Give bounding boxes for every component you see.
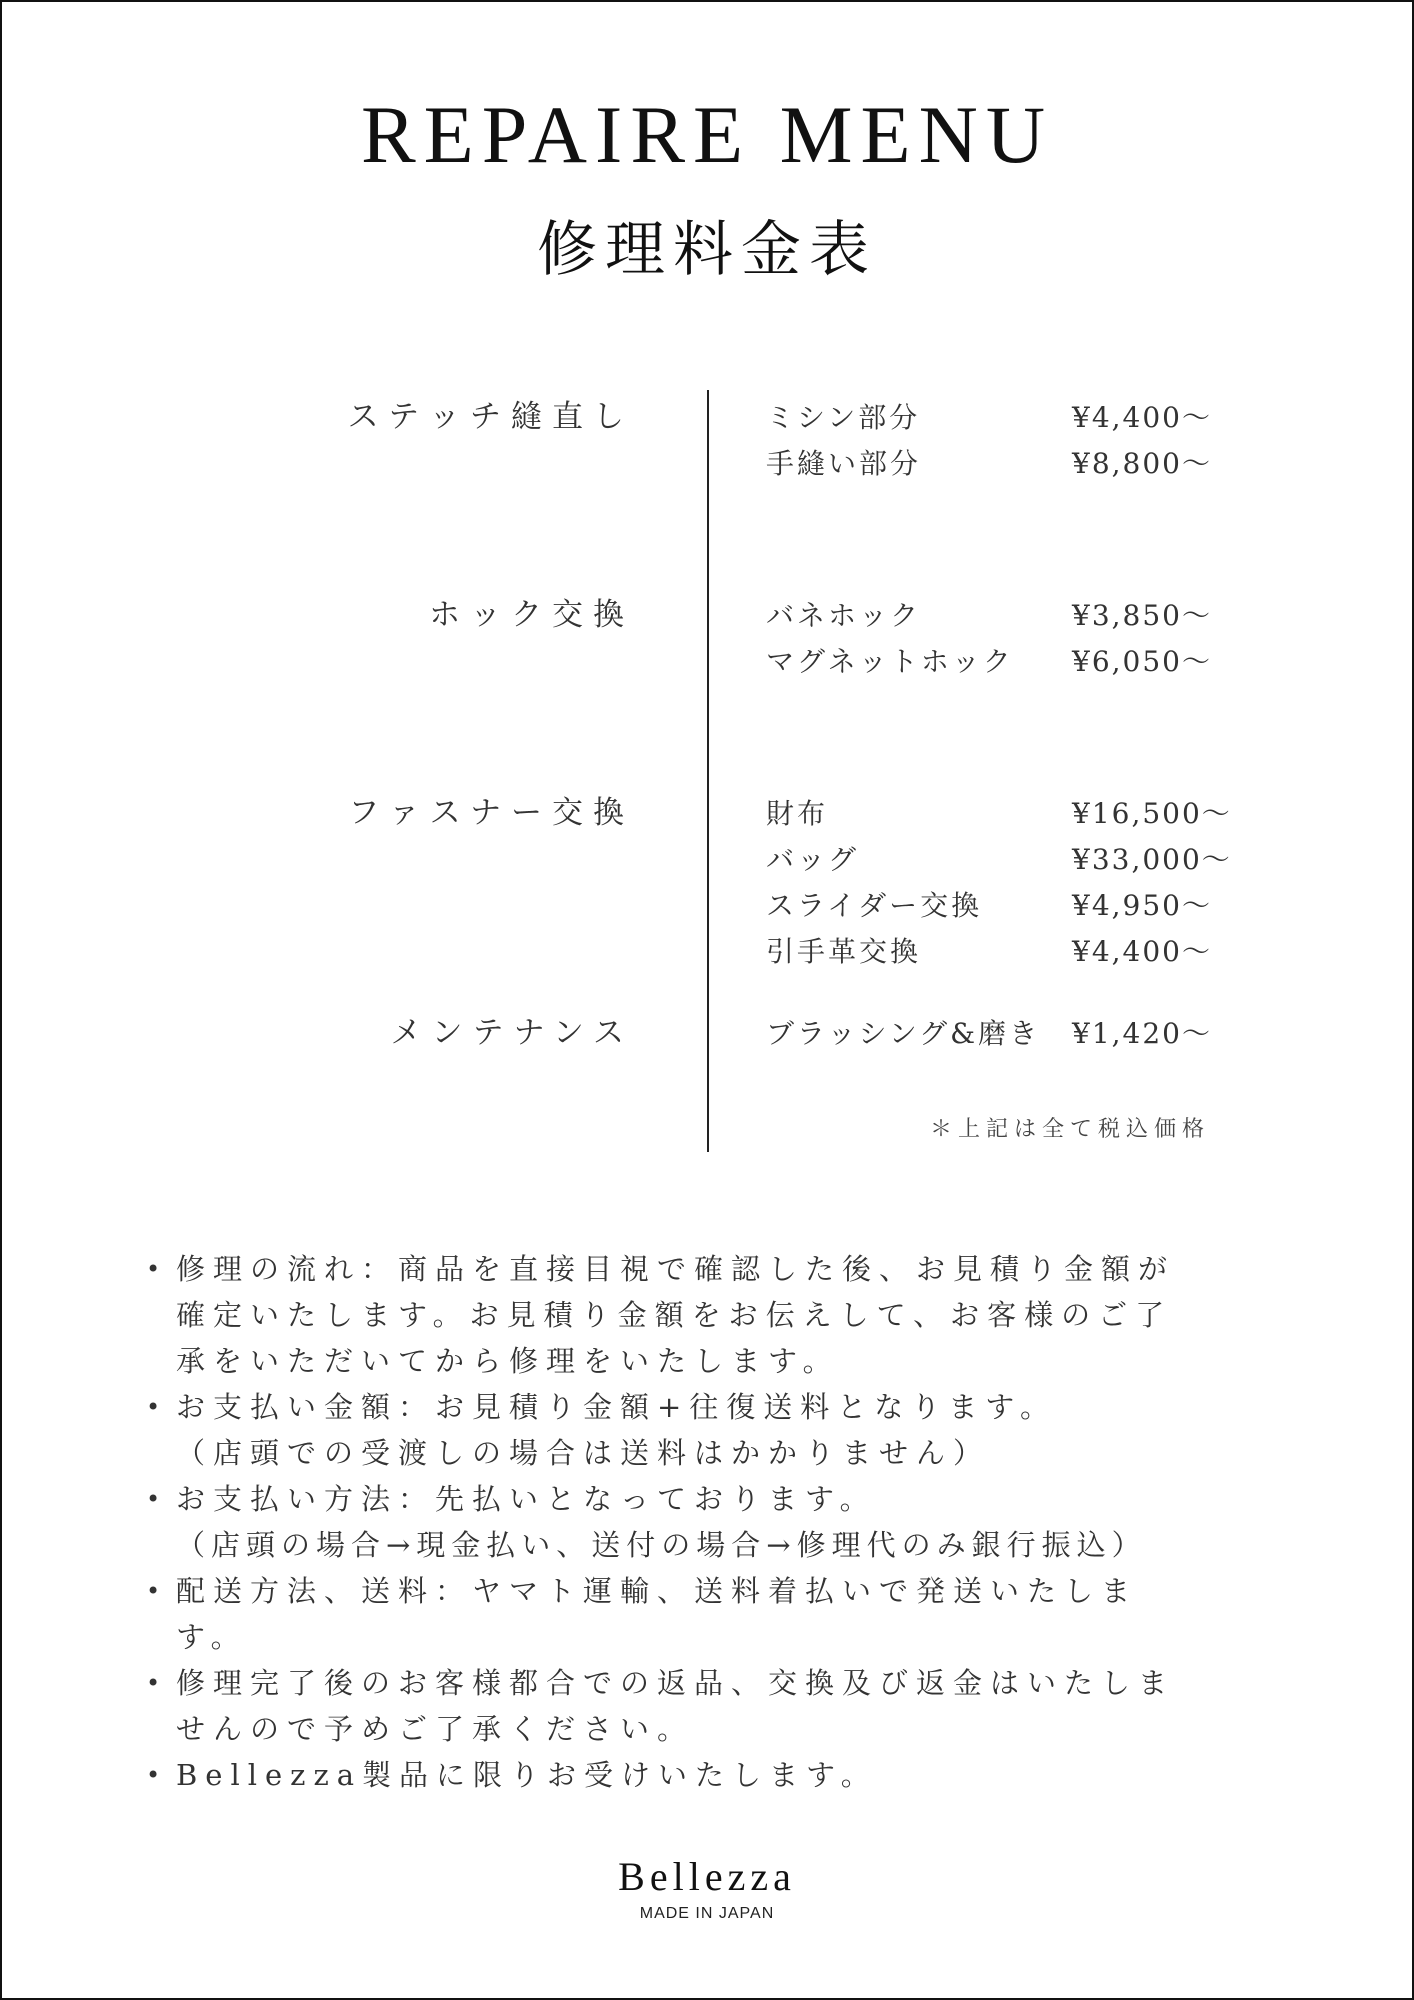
item-price: ¥16,500〜: [1072, 797, 1232, 830]
note-line: • Bellezza製品に限りお受けいたします。: [176, 1758, 878, 1792]
note-line: （店頭での受渡しの場合は送料はかかりません）: [176, 1436, 991, 1470]
item-price: ¥1,420〜: [1072, 1017, 1212, 1050]
item-name: 手縫い部分: [766, 447, 922, 480]
item-price: ¥4,400〜: [1072, 935, 1212, 968]
note-line: • 修理完了後のお客様都合での返品、交換及び返金はいたしま: [176, 1666, 1176, 1700]
item-price: ¥4,400〜: [1072, 401, 1212, 434]
item-name: ブラッシング&磨き: [766, 1017, 1041, 1050]
menu-item: [766, 1017, 1246, 1060]
page-title-ja: 修理料金表: [537, 215, 877, 285]
note-no-returns: [142, 1660, 1292, 1752]
menu-item: [766, 843, 1246, 886]
note-line: 承をいただいてから修理をいたします。: [176, 1344, 840, 1378]
category-label: ステッチ縫直し: [347, 399, 634, 435]
note-line: • お支払い方法：先払いとなっております。: [176, 1482, 877, 1516]
note-line: （店頭の場合→現金払い、送付の場合→修理代のみ銀行振込）: [176, 1528, 1147, 1562]
item-name: バネホック: [766, 599, 922, 632]
menu-item: [766, 797, 1246, 840]
item-price: ¥3,850〜: [1072, 599, 1212, 632]
tax-note: ＊上記は全て税込価格: [930, 1117, 1211, 1142]
note-payment-amount: [142, 1384, 1292, 1476]
note-line: • 配送方法、送料：ヤマト運輸、送料着払いで発送いたしま: [176, 1574, 1139, 1608]
item-name: マグネットホック: [766, 645, 1014, 678]
brand-tagline: MADE IN JAPAN: [639, 1905, 775, 1922]
note-line: 確定いたします。お見積り金額をお伝えして、お客様のご了: [176, 1298, 1173, 1332]
brand-logo: Bellezza: [618, 1854, 796, 1899]
notes-list: [142, 1246, 1292, 1798]
category-label: ホック交換: [429, 597, 634, 633]
item-price: ¥6,050〜: [1072, 645, 1212, 678]
item-price: ¥33,000〜: [1072, 843, 1232, 876]
menu-item: [766, 935, 1246, 978]
note-line: す。: [176, 1620, 248, 1654]
category-label: ファスナー交換: [348, 795, 634, 831]
item-name: バッグ: [766, 843, 860, 876]
menu-item: [766, 599, 1246, 642]
note-payment-method: [142, 1476, 1292, 1568]
menu-item: [766, 447, 1246, 490]
note-line: • 修理の流れ：商品を直接目視で確認した後、お見積り金額が: [176, 1252, 1176, 1286]
menu-divider: [707, 390, 709, 1152]
menu-item: [766, 401, 1246, 444]
note-shipping: [142, 1568, 1292, 1660]
note-line: せんので予めご了承ください。: [176, 1712, 695, 1746]
item-name: スライダー交換: [766, 889, 983, 922]
item-name: 引手革交換: [766, 935, 922, 968]
item-name: ミシン部分: [766, 401, 921, 434]
item-price: ¥4,950〜: [1072, 889, 1212, 922]
item-price: ¥8,800〜: [1072, 447, 1212, 480]
category-label: メンテナンス: [390, 1015, 634, 1051]
page-title-en: REPAIRE MENU: [360, 89, 1054, 180]
note-bellezza-only: [142, 1752, 1292, 1798]
menu-item: [766, 645, 1246, 688]
item-name: 財布: [766, 797, 829, 830]
menu-item: [766, 889, 1246, 932]
note-repair-flow: [142, 1246, 1292, 1384]
note-line: • お支払い金額：お見積り金額+往復送料となります。: [176, 1390, 1057, 1424]
